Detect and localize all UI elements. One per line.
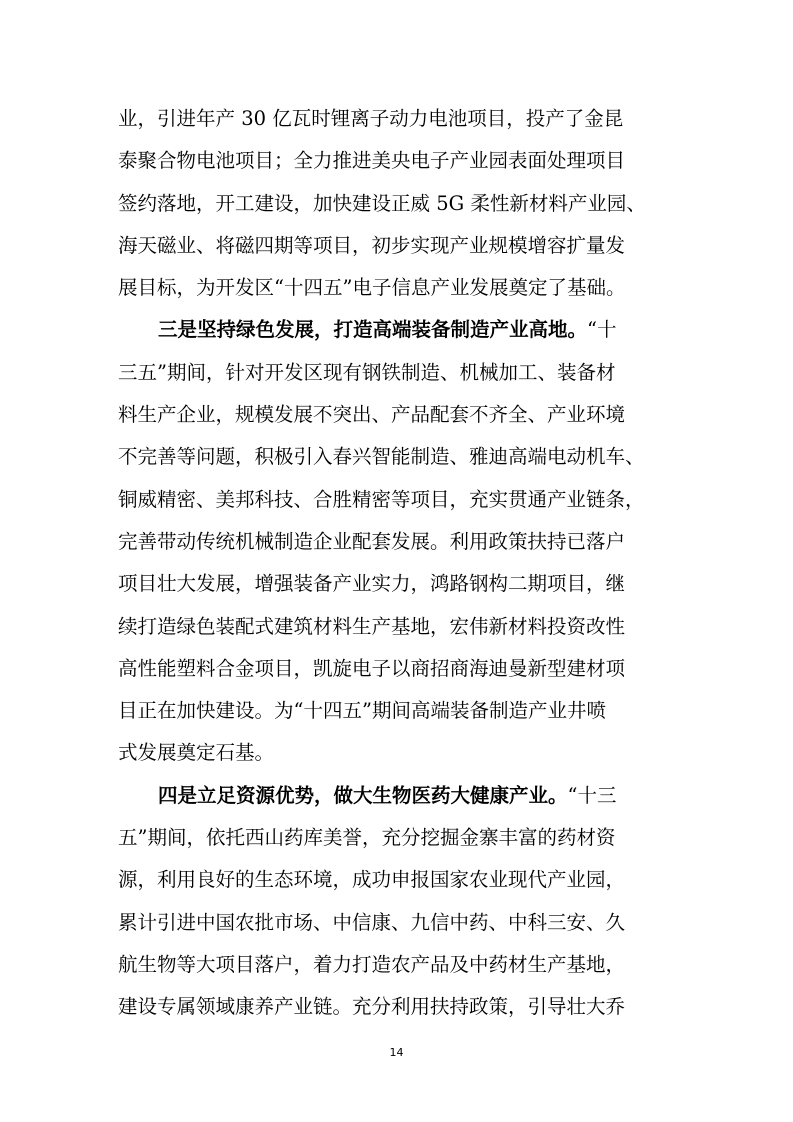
paragraph-lead-heading: 三是坚持绿色发展，打造高端装备制造产业高地。 — [158, 318, 588, 342]
text-line: 不完善等问题，积极引入春兴智能制造、雅迪高端电动机车、 — [118, 445, 645, 469]
text-line: 建设专属领域康养产业链。充分利用扶持政策，引导壮大乔 — [118, 995, 626, 1019]
text-line: 累计引进中国农批市场、中信康、九信中药、中科三安、久 — [118, 910, 626, 934]
paragraph-equipment-manufacturing — [118, 309, 683, 774]
text-line: 业，引进年产 30 亿瓦时锂离子动力电池项目，投产了金昆 — [118, 107, 624, 130]
text-line: 三五”期间，针对开发区现有钢铁制造、机械加工、装备材 — [118, 360, 616, 384]
paragraph-first-line — [118, 309, 683, 351]
paragraph-first-line-rest: “十三 — [567, 783, 617, 807]
text-line: 续打造绿色装配式建筑材料生产基地，宏伟新材料投资改性 — [118, 614, 626, 638]
text-line: 料生产企业，规模发展不突出、产品配套不齐全、产业环境 — [118, 403, 626, 427]
paragraph-electronic-info-industry — [118, 98, 683, 309]
paragraph-biomedicine-health — [118, 775, 683, 1029]
text-line: 目正在加快建设。为“十四五”期间高端装备制造产业井喷 — [118, 699, 606, 723]
page-number: 14 — [389, 1046, 404, 1059]
text-line: 项目壮大发展，增强装备产业实力，鸿路钢构二期项目，继 — [118, 572, 626, 596]
body-text — [118, 98, 683, 1029]
text-line: 泰聚合物电池项目；全力推进美央电子产业园表面处理项目 — [118, 149, 626, 173]
text-line: 源，利用良好的生态环境，成功申报国家农业现代产业园， — [118, 868, 626, 892]
text-line: 铜威精密、美邦科技、合胜精密等项目，充实贯通产业链条， — [118, 487, 645, 511]
text-line: 签约落地，开工建设，加快建设正威 5G 柔性新材料产业园、 — [118, 191, 646, 215]
text-line: 五”期间，依托西山药库美誉，充分挖掘金寨丰富的药材资 — [118, 826, 616, 850]
paragraph-first-line-rest: “十 — [587, 318, 617, 342]
text-line: 式发展奠定石基。 — [118, 741, 275, 765]
paragraph-first-line — [118, 775, 683, 817]
paragraph-lead-heading: 四是立足资源优势，做大生物医药大健康产业。 — [158, 783, 568, 807]
text-line: 航生物等大项目落户，着力打造农产品及中药材生产基地， — [118, 952, 626, 976]
text-line: 完善带动传统机械制造企业配套发展。利用政策扶持已落户 — [118, 529, 626, 553]
text-line: 展目标，为开发区“十四五”电子信息产业发展奠定了基础。 — [118, 276, 626, 300]
text-line: 海天磁业、将磁四期等项目，初步实现产业规模增容扩量发 — [118, 233, 626, 257]
text-line: 高性能塑料合金项目，凯旋电子以商招商海迪曼新型建材项 — [118, 656, 626, 680]
